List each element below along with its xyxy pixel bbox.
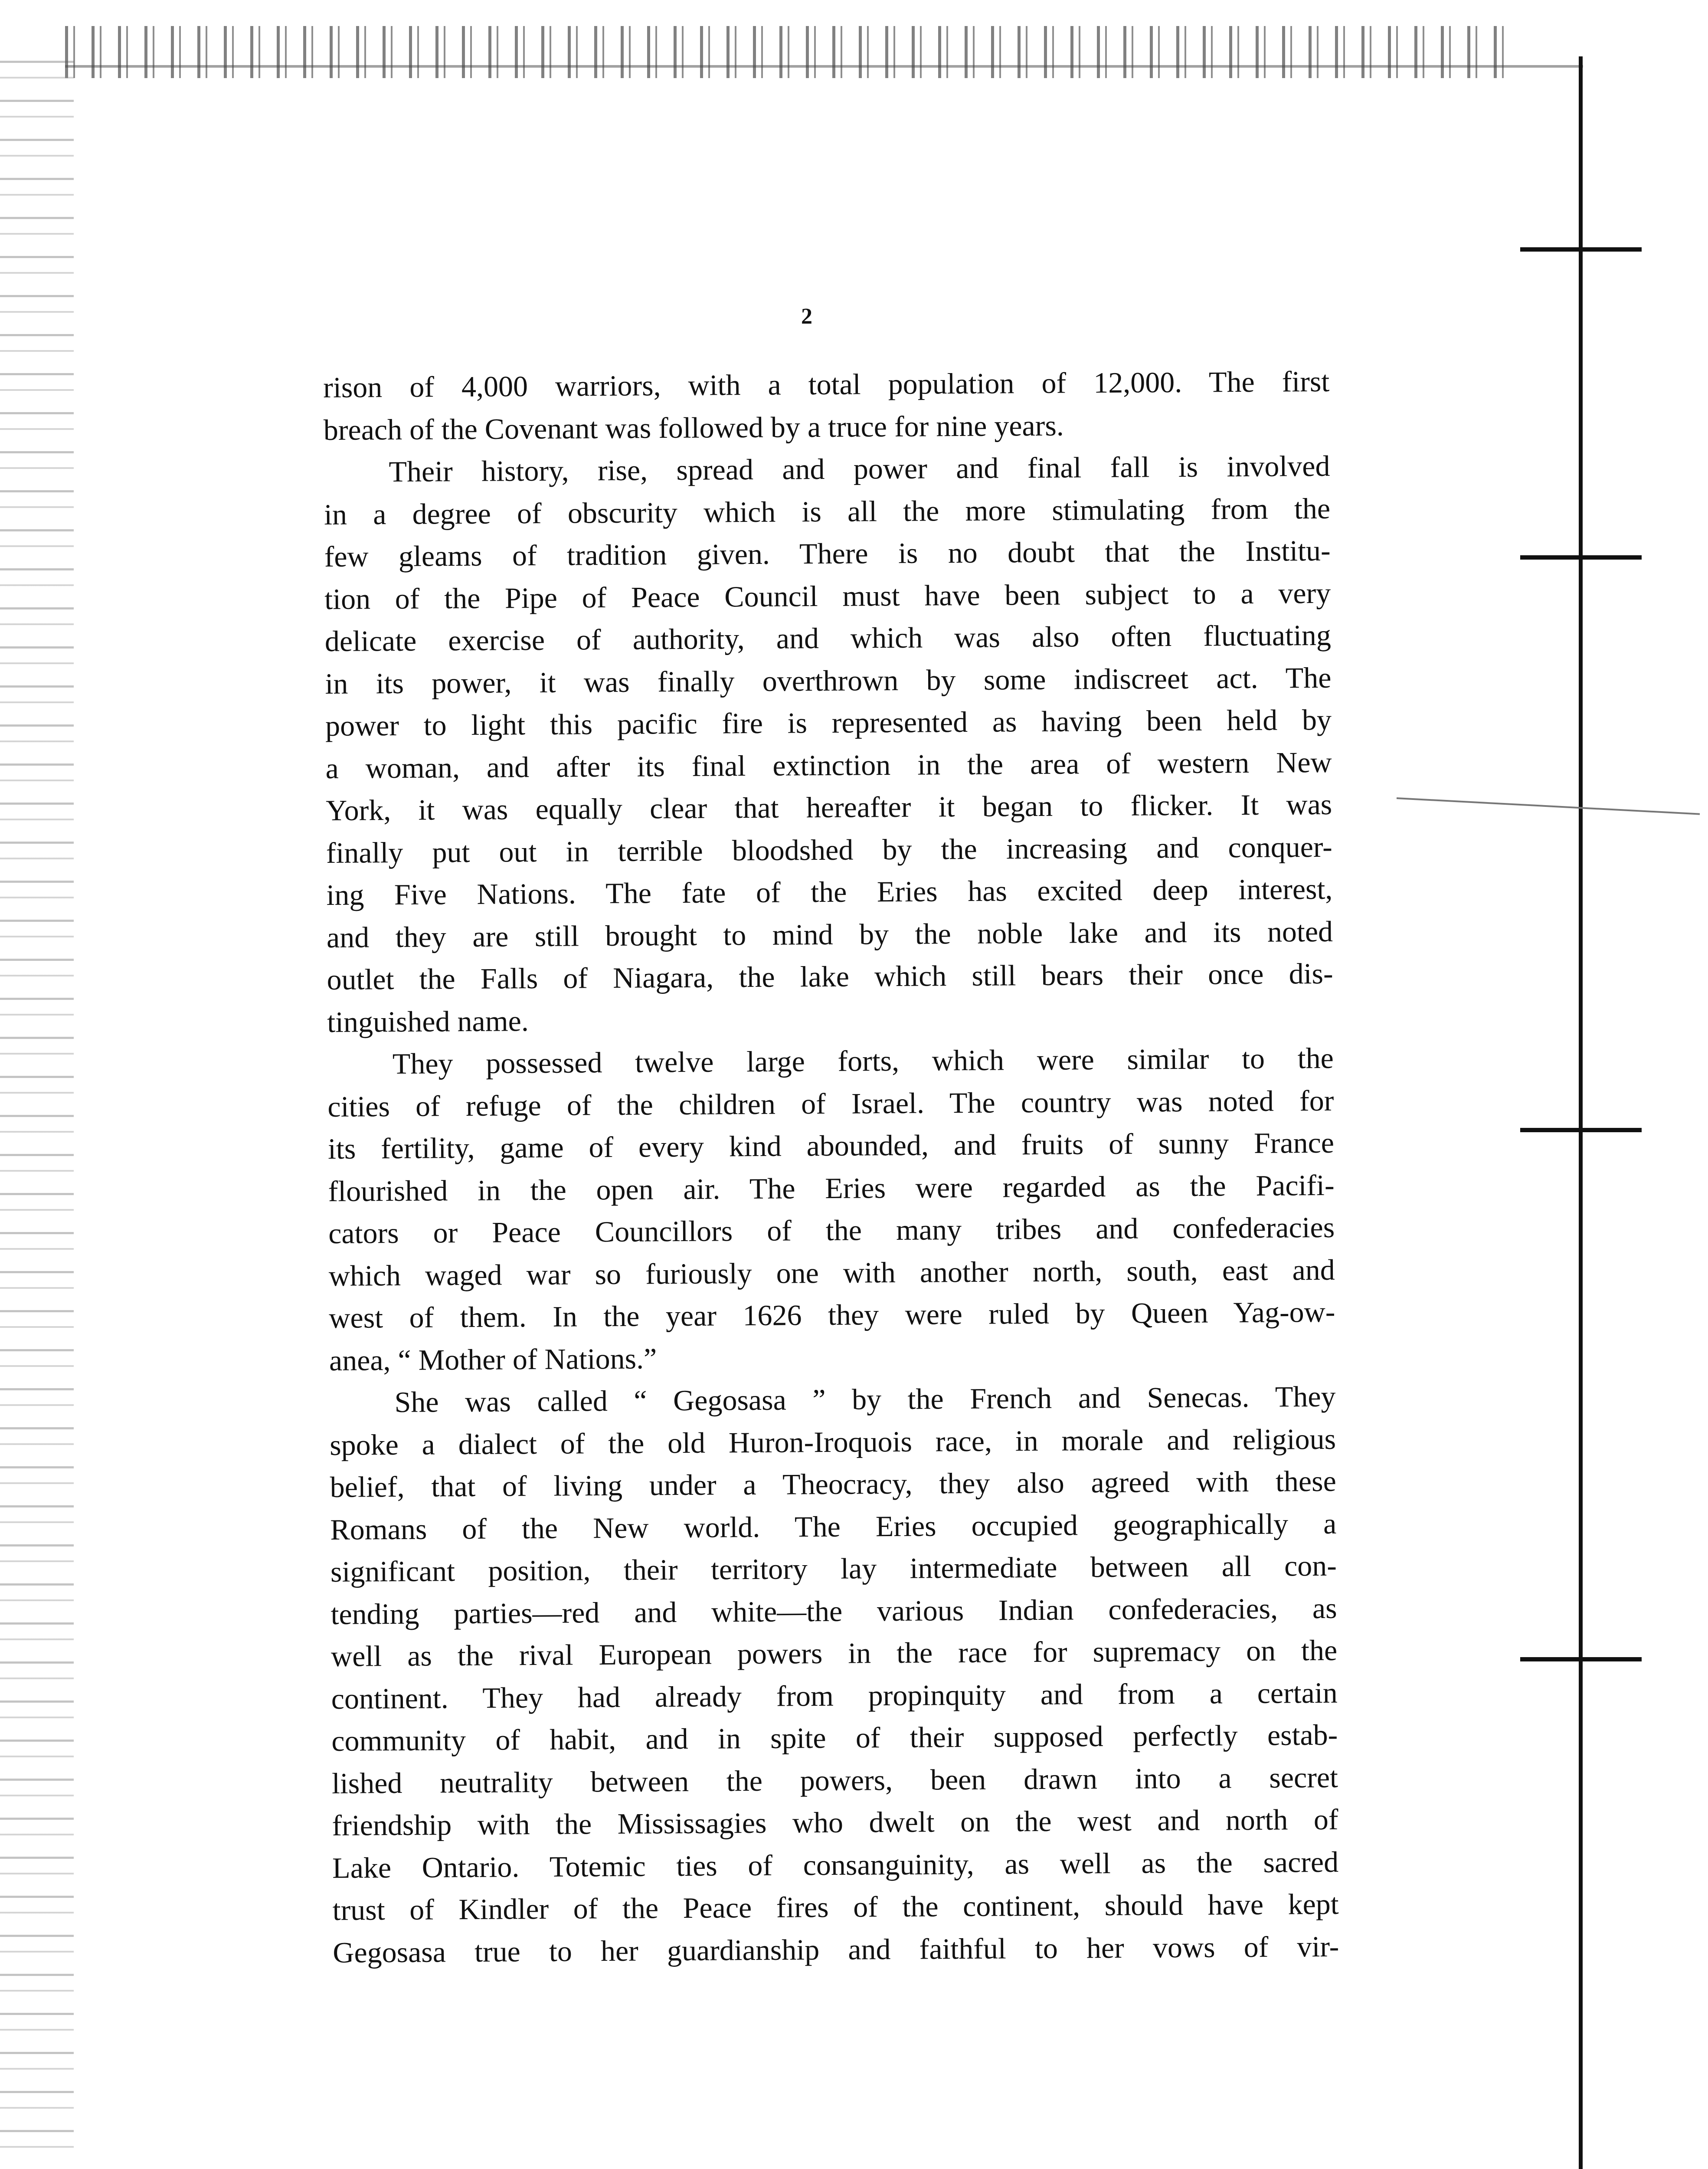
text-line: in its power, it was finally overthrown by some indiscreet act. The [325, 661, 1332, 700]
binding-tick [1520, 1657, 1642, 1661]
text-line: delicate exercise of authority, and which was also often fluctuating [324, 618, 1332, 658]
text-line: ing Five Nations. The fate of the Eries has excited deep interest, [326, 872, 1333, 911]
text-line: power to light this pacific fire is represented as having been held by [325, 703, 1332, 742]
text-line: They possessed twelve large forts, which were similar to the [392, 1041, 1334, 1081]
text-line: rison of 4,000 warriors, with a total population of 12,000. The first [323, 364, 1330, 404]
text-line: tending parties—red and white—the various Indian confederacies, as [330, 1591, 1337, 1631]
text-line: cities of refuge of the children of Israel. The country was noted for [327, 1084, 1334, 1123]
text-line: community of habit, and in spite of their supposed perfectly estab- [331, 1718, 1338, 1757]
scan-stray-stroke [1397, 797, 1700, 815]
text-line: continent. They had already from propinquity and from a certain [331, 1676, 1338, 1715]
binding-tick [1520, 1128, 1642, 1132]
text-line: She was called “ Gegosasa ” by the French and Senecas. They [394, 1379, 1336, 1419]
text-line: its fertility, game of every kind abounded, and fruits of sunny France [327, 1126, 1335, 1165]
text-line: which waged war so furiously one with another north, south, east and [328, 1253, 1335, 1292]
text-line: friendship with the Mississagies who dwelt on the west and north of [332, 1802, 1338, 1842]
page-number: 2 [801, 304, 812, 329]
text-line: Gegosasa true to her guardianship and faithful to her vows of vir- [333, 1930, 1339, 1969]
text-line: a woman, and after its final extinction in the area of western New [325, 745, 1332, 785]
binding-tick [1520, 555, 1642, 560]
text-line: spoke a dialect of the old Huron-Iroquois race, in morale and religious [329, 1422, 1336, 1461]
text-line: finally put out in terrible bloodshed by the increasing and conquer- [326, 830, 1333, 869]
text-line: few gleams of tradition given. There is no doubt that the Institu- [324, 534, 1331, 573]
binding-rule [1579, 56, 1583, 2169]
scan-edge-top-line [65, 65, 1583, 68]
scan-edge-left [0, 61, 74, 2169]
body-text [323, 360, 1339, 1974]
text-line: belief, that of living under a Theocracy, they also agreed with these [330, 1464, 1336, 1504]
text-line: York, it was equally clear that hereafter it began to flicker. It was [326, 787, 1332, 827]
text-line: and they are still brought to mind by the noble lake and its noted [326, 914, 1333, 954]
text-line: tion of the Pipe of Peace Council must have been subject to a very [324, 576, 1331, 616]
text-line: well as the rival European powers in the race for supremacy on the [330, 1633, 1338, 1673]
text-line: flourished in the open air. The Eries were regarded as the Pacifi- [328, 1168, 1335, 1208]
text-line: west of them. In the year 1626 they were ruled by Queen Yag-ow- [329, 1295, 1335, 1334]
text-line: breach of the Covenant was followed by a truce for nine years. [323, 409, 1064, 446]
text-line: outlet the Falls of Niagara, the lake which still bears their once dis- [327, 957, 1333, 996]
text-line: lished neutrality between the powers, been drawn into a secret [331, 1760, 1338, 1800]
binding-tick [1520, 247, 1642, 252]
text-line: in a degree of obscurity which is all the more stimulating from the [324, 491, 1331, 531]
text-line: anea, “ Mother of Nations.” [329, 1341, 657, 1377]
text-line: Romans of the New world. The Eries occupied geographically a [330, 1507, 1337, 1546]
text-line: trust of Kindler of the Peace fires of the continent, should have kept [332, 1887, 1339, 1927]
text-line: significant position, their territory lay intermediate between all con- [330, 1549, 1337, 1588]
text-line: Their history, rise, spread and power and final fall is involved [389, 449, 1330, 488]
text-line: tinguished name. [327, 1004, 529, 1039]
text-line: Lake Ontario. Totemic ties of consanguinity, as well as the sacred [332, 1845, 1339, 1884]
text-line: cators or Peace Councillors of the many tribes and confederacies [328, 1210, 1335, 1250]
scan-edge-top [65, 26, 1518, 78]
